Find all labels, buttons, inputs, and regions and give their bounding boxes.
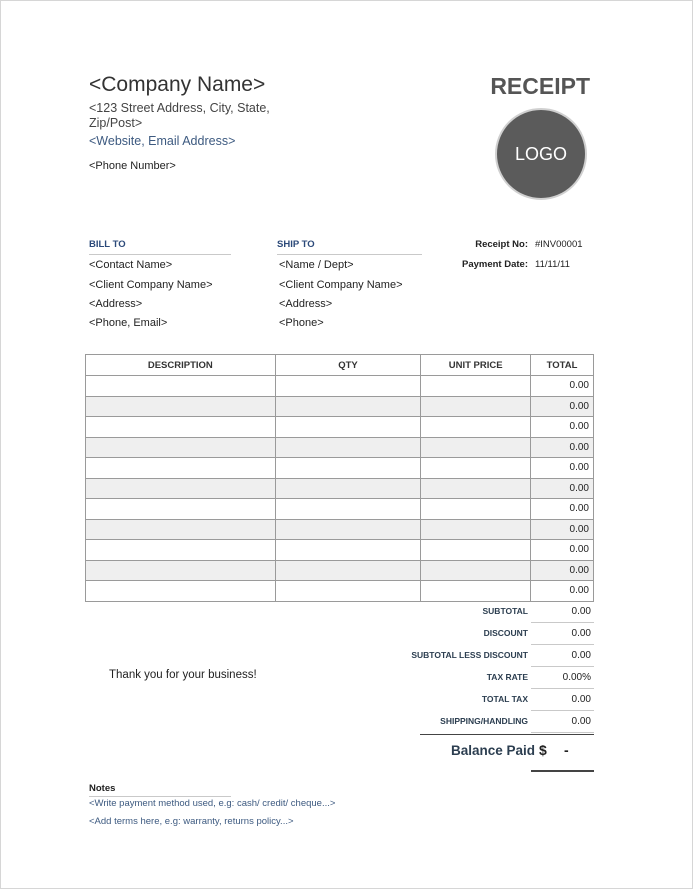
- summary-value: 0.00: [531, 689, 594, 711]
- summary-value: 0.00: [531, 711, 594, 733]
- cell-total: 0.00: [531, 581, 594, 602]
- cell-qty: [275, 581, 421, 602]
- receipt-no-value: #INV00001: [535, 239, 583, 250]
- cell-unit-price: [421, 376, 531, 397]
- ship-to-heading: SHIP TO: [277, 239, 422, 255]
- cell-qty: [275, 540, 421, 561]
- payment-date-value: 11/11/11: [535, 259, 570, 270]
- company-address: <123 Street Address, City, State, Zip/Post>: [89, 101, 270, 130]
- cell-description: [86, 437, 276, 458]
- table-row: [86, 499, 594, 520]
- table-row: [86, 478, 594, 499]
- header-total: TOTAL: [531, 355, 594, 376]
- summary-value: 0.00: [531, 645, 594, 667]
- cell-description: [86, 458, 276, 479]
- thank-you-message: Thank you for your business!: [109, 669, 257, 681]
- cell-description: [86, 560, 276, 581]
- cell-unit-price: [421, 499, 531, 520]
- logo-placeholder: [495, 108, 587, 200]
- company-name: <Company Name>: [89, 73, 266, 96]
- cell-qty: [275, 376, 421, 397]
- table-row: [86, 519, 594, 540]
- cell-qty: [275, 417, 421, 438]
- header-description: DESCRIPTION: [86, 355, 276, 376]
- cell-total: 0.00: [531, 437, 594, 458]
- cell-total: 0.00: [531, 560, 594, 581]
- summary-label: TOTAL TAX: [481, 694, 528, 704]
- cell-qty: [275, 560, 421, 581]
- cell-total: 0.00: [531, 376, 594, 397]
- table-row: [86, 458, 594, 479]
- cell-qty: [275, 519, 421, 540]
- header-qty: QTY: [275, 355, 421, 376]
- note-line: <Write payment method used, e.g: cash/ credit/ cheque...>: [89, 798, 336, 809]
- cell-description: [86, 417, 276, 438]
- table-row: [86, 560, 594, 581]
- cell-total: 0.00: [531, 519, 594, 540]
- cell-unit-price: [421, 458, 531, 479]
- cell-qty: [275, 478, 421, 499]
- summary-value: 0.00: [531, 623, 594, 645]
- ship-to-line: <Phone>: [279, 317, 324, 329]
- bill-to-heading: BILL TO: [89, 239, 231, 255]
- items-table: [85, 354, 594, 602]
- bill-to-line: <Address>: [89, 298, 143, 310]
- table-row: [86, 417, 594, 438]
- table-body: [86, 376, 594, 602]
- balance-paid-label: Balance Paid: [451, 743, 536, 758]
- document-title: RECEIPT: [490, 73, 590, 99]
- receipt-no-label: Receipt No:: [475, 239, 528, 250]
- cell-unit-price: [421, 581, 531, 602]
- cell-qty: [275, 458, 421, 479]
- cell-unit-price: [421, 519, 531, 540]
- notes-title: Notes: [89, 783, 231, 797]
- summary-label: SUBTOTAL: [482, 606, 528, 616]
- summary-value: 0.00: [531, 601, 594, 623]
- balance-underline: [531, 770, 594, 772]
- balance-top-rule: [420, 734, 594, 735]
- cell-unit-price: [421, 540, 531, 561]
- cell-total: 0.00: [531, 458, 594, 479]
- cell-description: [86, 499, 276, 520]
- cell-total: 0.00: [531, 540, 594, 561]
- bill-to-line: <Client Company Name>: [89, 279, 213, 291]
- cell-description: [86, 581, 276, 602]
- cell-total: 0.00: [531, 478, 594, 499]
- cell-unit-price: [421, 437, 531, 458]
- table-row: [86, 437, 594, 458]
- ship-to-line: <Address>: [279, 298, 333, 310]
- table-row: [86, 396, 594, 417]
- cell-description: [86, 396, 276, 417]
- company-phone: <Phone Number>: [89, 160, 176, 172]
- ship-to-line: <Client Company Name>: [279, 279, 403, 291]
- balance-currency: $: [539, 742, 547, 758]
- table-row: [86, 581, 594, 602]
- payment-date-label: Payment Date:: [462, 259, 528, 270]
- cell-unit-price: [421, 560, 531, 581]
- cell-qty: [275, 499, 421, 520]
- note-line: <Add terms here, e.g: warranty, returns policy...>: [89, 816, 294, 827]
- summary-label: SHIPPING/HANDLING: [440, 716, 528, 726]
- table-header-row: [86, 355, 594, 376]
- bill-to-line: <Contact Name>: [89, 259, 173, 271]
- cell-unit-price: [421, 417, 531, 438]
- summary-label: TAX RATE: [486, 672, 528, 682]
- summary-value: 0.00%: [531, 667, 594, 689]
- cell-unit-price: [421, 396, 531, 417]
- logo-text: LOGO: [514, 143, 567, 164]
- header-unit-price: UNIT PRICE: [421, 355, 531, 376]
- balance-paid-value: -: [564, 742, 569, 758]
- ship-to-line: <Name / Dept>: [279, 259, 354, 271]
- bill-to-line: <Phone, Email>: [89, 317, 168, 329]
- cell-total: 0.00: [531, 499, 594, 520]
- cell-unit-price: [421, 478, 531, 499]
- cell-total: 0.00: [531, 396, 594, 417]
- cell-total: 0.00: [531, 417, 594, 438]
- cell-description: [86, 540, 276, 561]
- cell-qty: [275, 437, 421, 458]
- table-row: [86, 540, 594, 561]
- table-row: [86, 376, 594, 397]
- summary-label: SUBTOTAL LESS DISCOUNT: [411, 650, 528, 660]
- cell-description: [86, 376, 276, 397]
- cell-qty: [275, 396, 421, 417]
- cell-description: [86, 478, 276, 499]
- company-web-email: <Website, Email Address>: [89, 134, 236, 148]
- summary-label: DISCOUNT: [483, 628, 528, 638]
- cell-description: [86, 519, 276, 540]
